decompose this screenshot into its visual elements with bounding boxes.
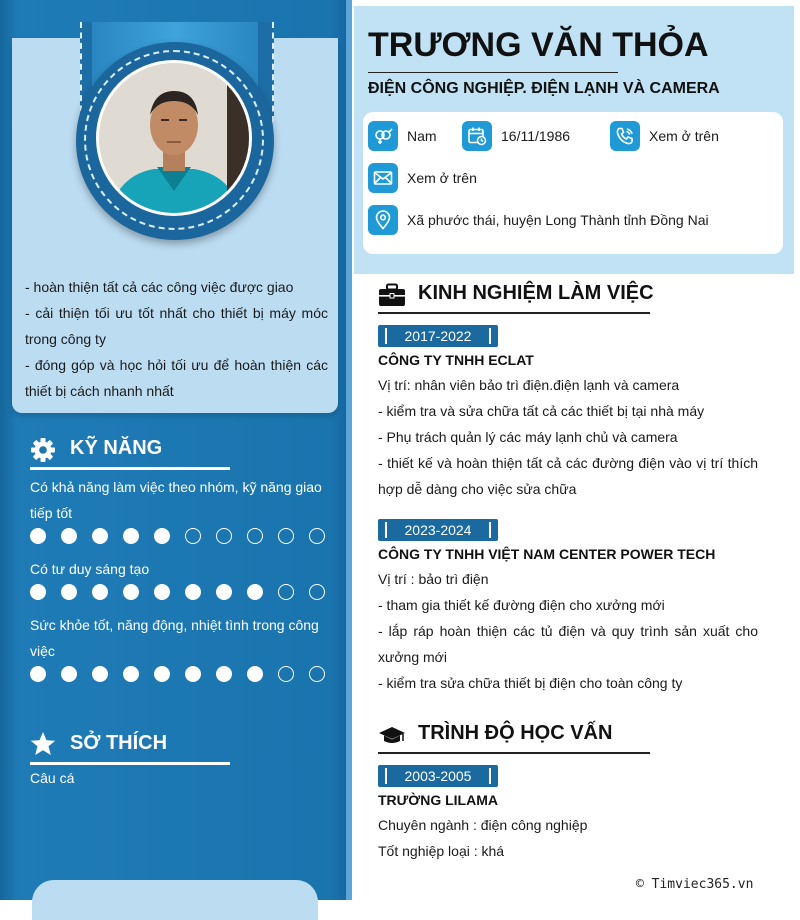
gender-value: Nam: [407, 128, 437, 144]
birthday-value: 16/11/1986: [501, 128, 571, 144]
rating-dot-filled: [154, 584, 170, 600]
name-underline: [368, 72, 618, 73]
hobbies-title: SỞ THÍCH: [70, 732, 168, 754]
job-period: 2017-2022: [378, 325, 498, 347]
objective-item: - hoàn thiện tất cả các công việc được giao: [25, 279, 294, 295]
skills-title: KỸ NĂNG: [70, 437, 163, 459]
education-underline: [378, 752, 650, 754]
rating-dot-empty: [216, 528, 232, 544]
rating-dot-filled: [61, 666, 77, 682]
location-icon: [368, 205, 398, 235]
rating-dot-filled: [61, 584, 77, 600]
job-period: 2023-2024: [378, 519, 498, 541]
job-description: [378, 372, 758, 502]
experience-title: KINH NGHIỆM LÀM VIỆC: [418, 282, 654, 304]
job-line: - tham gia thiết kế đường điện cho xưởng mới: [378, 597, 665, 613]
rating-dot-filled: [123, 666, 139, 682]
job-line: - kiểm tra sửa chữa thiết bị điện cho toàn công ty: [378, 675, 683, 691]
gender-info: [368, 121, 437, 151]
education-line: Tốt nghiệp loại : khá: [378, 843, 505, 859]
job-description: [378, 566, 758, 696]
job-title: ĐIỆN CÔNG NGHIỆP. ĐIỆN LẠNH VÀ CAMERA: [368, 80, 720, 97]
skill-name: Sức khỏe tốt, năng động, nhiệt tình trong công việc: [30, 617, 319, 659]
education-period: 2003-2005: [378, 765, 498, 787]
rating-dot-filled: [216, 666, 232, 682]
rating-dot-filled: [154, 528, 170, 544]
job-line: Vị trí : bảo trì điện: [378, 571, 489, 587]
job-line: - Phụ trách quản lý các máy lạnh chủ và camera: [378, 429, 678, 445]
career-objective: [25, 274, 328, 404]
rating-dot-empty: [309, 528, 325, 544]
rating-dot-filled: [154, 666, 170, 682]
education-description: [378, 812, 758, 864]
education-title: TRÌNH ĐỘ HỌC VẤN: [418, 722, 613, 744]
credit-watermark: © Timviec365.vn: [636, 877, 754, 892]
objective-item: - cải thiện tối ưu tốt nhất cho thiết bị máy móc trong công ty: [25, 305, 328, 347]
rating-dot-empty: [278, 584, 294, 600]
birthday-info: [462, 121, 570, 151]
email-icon: [368, 163, 398, 193]
rating-dot-filled: [30, 528, 46, 544]
rating-dot-empty: [309, 584, 325, 600]
email-info: [368, 163, 477, 193]
company-name: CÔNG TY TNHH VIỆT NAM CENTER POWER TECH: [378, 546, 716, 562]
rating-dot-filled: [123, 584, 139, 600]
job-line: - lắp ráp hoàn thiện các tủ điện và quy trình sản xuất cho xưởng mới: [378, 623, 758, 665]
skill-rating: [30, 666, 330, 682]
hobby-text: Câu cá: [30, 770, 75, 786]
candidate-name: TRƯƠNG VĂN THỎA: [368, 26, 709, 64]
rating-dot-filled: [247, 584, 263, 600]
skills-underline: [30, 467, 230, 470]
calendar-icon: [462, 121, 492, 151]
rating-dot-empty: [309, 666, 325, 682]
skill-name: Có tư duy sáng tạo: [30, 561, 150, 577]
skill-rating: [30, 584, 330, 600]
school-name: TRƯỜNG LILAMA: [378, 792, 498, 808]
rating-dot-filled: [123, 528, 139, 544]
address-value: Xã phước thái, huyện Long Thành tỉnh Đồng Nai: [407, 212, 709, 228]
rating-dot-filled: [30, 584, 46, 600]
company-name: CÔNG TY TNHH ECLAT: [378, 352, 534, 368]
address-info: [368, 205, 709, 235]
rating-dot-empty: [278, 666, 294, 682]
rating-dot-empty: [278, 528, 294, 544]
email-value: Xem ở trên: [407, 170, 477, 186]
rating-dot-filled: [247, 666, 263, 682]
skill-name: Có khả năng làm việc theo nhóm, kỹ năng giao tiếp tốt: [30, 479, 322, 521]
rating-dot-filled: [92, 528, 108, 544]
gender-icon: [368, 121, 398, 151]
bottom-tab: [32, 880, 318, 920]
avatar: [96, 60, 252, 216]
star-icon: [30, 731, 56, 757]
rating-dot-filled: [185, 584, 201, 600]
phone-value: Xem ở trên: [649, 128, 719, 144]
education-line: Chuyên ngành : điện công nghiệp: [378, 817, 588, 833]
rating-dot-filled: [92, 666, 108, 682]
graduation-cap-icon: [378, 723, 406, 747]
hobbies-underline: [30, 762, 230, 765]
gear-icon: [30, 437, 56, 463]
rating-dot-filled: [185, 666, 201, 682]
job-line: Vị trí: nhân viên bảo trì điện.điện lạnh và camera: [378, 377, 680, 393]
phone-icon: [610, 121, 640, 151]
experience-underline: [378, 312, 650, 314]
job-line: - kiểm tra và sửa chữa tất cả các thiết bị tại nhà máy: [378, 403, 705, 419]
objective-item: - đóng góp và học hỏi tối ưu để hoàn thiện các thiết bị cách nhanh nhất: [25, 357, 328, 399]
rating-dot-empty: [185, 528, 201, 544]
rating-dot-filled: [216, 584, 232, 600]
left-column-edge: [346, 0, 352, 900]
rating-dot-filled: [92, 584, 108, 600]
job-line: - thiết kế và hoàn thiện tất cả các đường điện vào vị trí thích hợp dễ dàng cho việc sửa chữa: [378, 455, 758, 497]
rating-dot-empty: [247, 528, 263, 544]
phone-info: [610, 121, 719, 151]
skill-rating: [30, 528, 330, 544]
briefcase-icon: [378, 283, 406, 307]
rating-dot-filled: [61, 528, 77, 544]
rating-dot-filled: [30, 666, 46, 682]
